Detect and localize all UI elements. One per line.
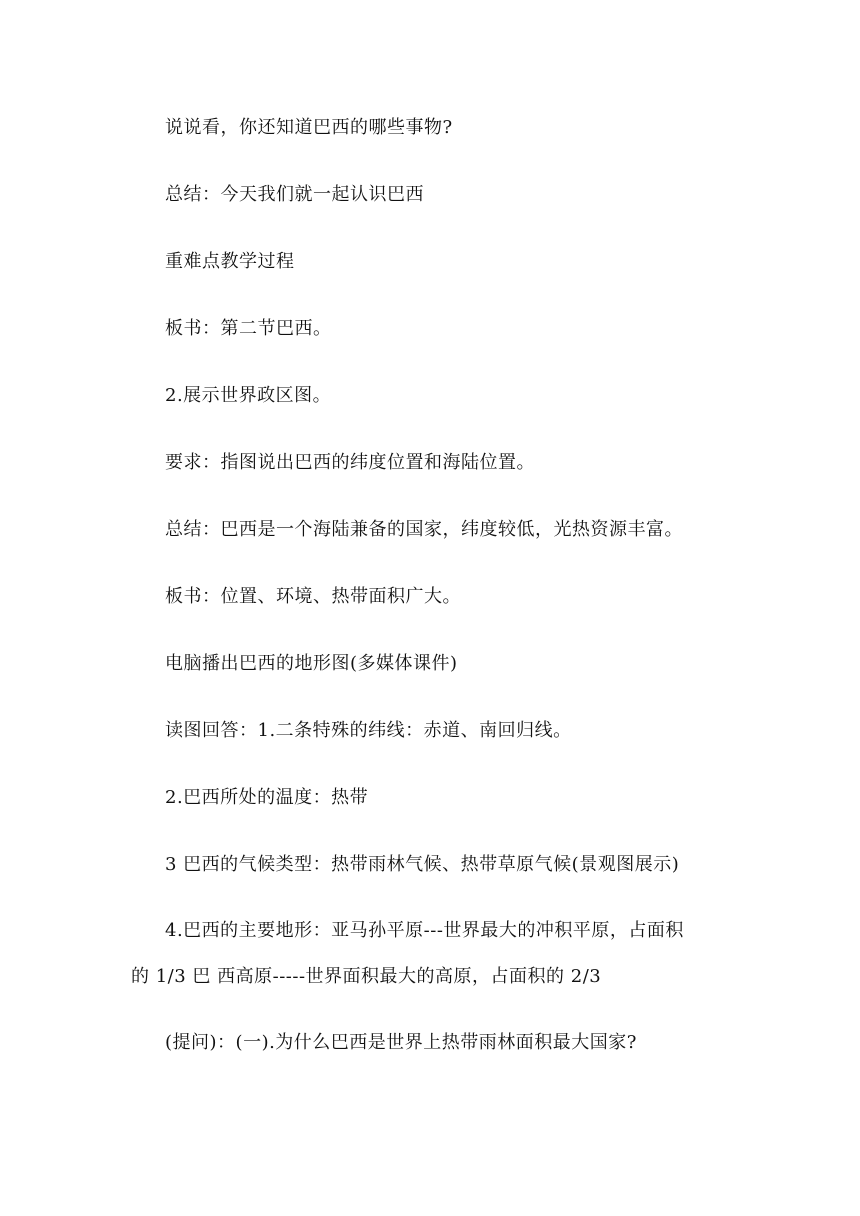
paragraph-line-13: 4.巴西的主要地形：亚马孙平原---世界最大的冲积平原，占面积: [165, 920, 684, 941]
paragraph-line-14: (提问)：(一).为什么巴西是世界上热带雨林面积最大国家?: [165, 1032, 637, 1053]
paragraph-line-13-continued: 的 1/3 巴 西高原-----世界面积最大的高原，占面积的 2/3: [131, 966, 602, 987]
paragraph-line-4: 板书：第二节巴西。: [165, 318, 332, 339]
paragraph-line-2: 总结：今天我们就一起认识巴西: [165, 184, 424, 205]
paragraph-line-7: 总结：巴西是一个海陆兼备的国家，纬度较低，光热资源丰富。: [165, 519, 683, 540]
paragraph-line-8: 板书：位置、环境、热带面积广大。: [165, 586, 461, 607]
paragraph-line-5: 2.展示世界政区图。: [165, 385, 332, 406]
paragraph-line-11: 2.巴西所处的温度：热带: [165, 787, 369, 808]
paragraph-line-10: 读图回答：1.二条特殊的纬线：赤道、南回归线。: [165, 720, 572, 741]
paragraph-line-12: 3 巴西的气候类型：热带雨林气候、热带草原气候(景观图展示): [165, 854, 680, 875]
paragraph-line-3: 重难点教学过程: [165, 251, 295, 272]
paragraph-line-1: 说说看，你还知道巴西的哪些事物?: [165, 117, 453, 138]
paragraph-line-6: 要求：指图说出巴西的纬度位置和海陆位置。: [165, 452, 535, 473]
paragraph-line-9: 电脑播出巴西的地形图(多媒体课件): [165, 653, 458, 674]
